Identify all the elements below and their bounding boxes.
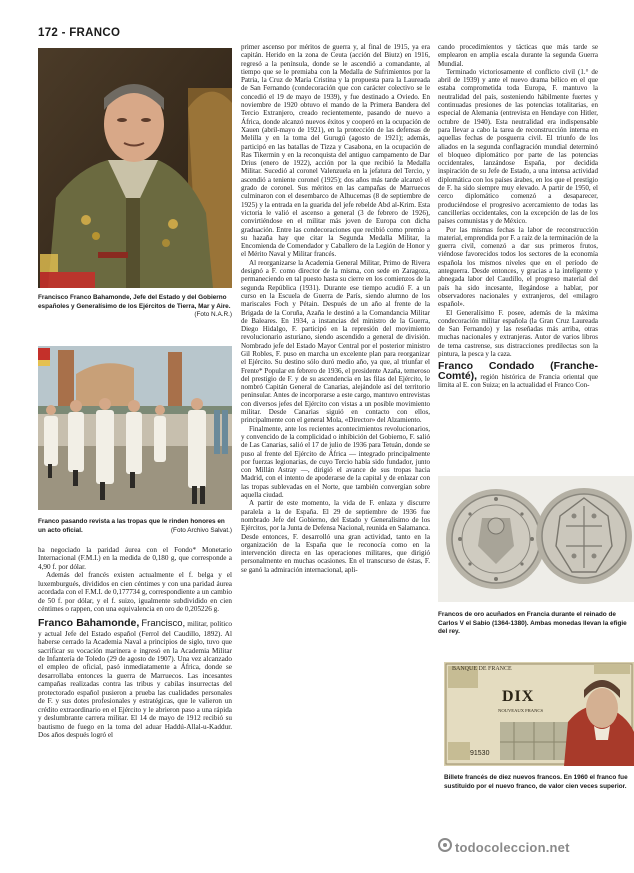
banknote-caption: [444, 774, 630, 791]
entry-franco-condado: [438, 362, 598, 389]
entry-franco-bahamonde: [38, 617, 232, 740]
gold-coins-photo: [438, 476, 634, 602]
col3-paragraph-3: Por las mismas fechas la labor de reconstrucción material, emprendida por F. a raíz de la terminación de la guerra civil, comenzó a dar sus primeros frutos, viéndose favorecidos todos los sectores de la economía española los mismos niveles que en el período de anteguerra. Desde entonces, y gracias a la inteligente y abnegada labor del Caudillo, el progreso material del país ha sido incesante, llegándose a hablar, por observadores nacionales y extranjeros, del «milagro español».: [438, 225, 598, 309]
col3-paragraph-5: región histórica de Francia oriental que limita al E. con Suiza; en la actualidad el Franco Con-: [438, 372, 598, 389]
banknote-serial: 91530: [470, 750, 490, 757]
franco-portrait-photo: [38, 48, 232, 288]
col2-paragraph-1: primer ascenso por méritos de guerra y, al final de 1915, ya era capitán. Herido en la zona de Ceuta (acción del Biutz) en 1916, regresó a la península, donde se le ascendió a comandante, al tiempo que se le premiaba con la Medalla de Sufrimientos por la Patria, la Cruz de María Cristina y la propuesta para la Laureada de San Fernando (condecoración que con carácter colectivo se le concedió el 19 de mayo de 1939), y fue destinado a Oviedo. En noviembre de 1920 obtuvo el mando de la Primera Bandera del Tercio Extranjero, creado recientemente, pasando de nuevo a África, donde alcanzó nuevos éxitos y cooperó en la ocupación de Xauen (abril-mayo de 1921), en la protección de las defensas de Melilla y en la toma del Gurugú (agosto de 1921); además, participó en las batallas de Tizza y Casabona, en la ocupación de Ras Tikermin y en la reconquista del antiguo campamento de Dar Drius (enero de 1922), acción por la que recibió la Medalla Militar. Sucedió al coronel Valenzuela en la jefatura del Tercio, y ascendió a teniente coronel (1925); dos años más tarde alcanzó el grado de coronel. Sus méritos en las campañas de Marruecos culminaron con el desembarco de Alhucemas (8 de septiembre de 1925) y la entrada en la guarida del jefe rebelde Abd al-Krim. Esta victoria le valió el ascenso a general (3 de febrero de 1926), convirtiéndose en el militar más joven de Europa con dicha graduación. Entre las condecoraciones que recibió como premio a su hazaña hay que citar la Segunda Medalla Militar, la Encomienda de Comendador y Caballero de la Legión de Honor y el Mérito Naval y Militar francés.: [241, 43, 430, 259]
entry-title-franco-bahamonde: Franco Bahamonde,: [38, 616, 140, 629]
banknote-denomination-sub: NOUVEAUX FRANCS: [498, 708, 544, 713]
col1-paragraph-2: Además del francés existen actualmente el f. belga y el luxemburgués, divididos en cien céntimes y con una paridad áurea acordada con el F.M.I. de 0,177734 g, correspondiente a un cambio de 50 f. por dólar, y el f. suizo, igualmente subdividido en cien céntimes o rappen, con una equivalencia en oro de 0,205226 g.: [38, 571, 232, 614]
review-caption-text: Franco pasando revista a las tropas que le rinden honores en un acto oficial.: [38, 518, 225, 534]
review-photo: [38, 346, 232, 510]
coins-caption: [438, 611, 630, 637]
portrait-caption: [38, 294, 232, 320]
entry-title-franco-condado: Franco Condado (Franche-Comté),: [438, 360, 598, 382]
column-2-text: [241, 43, 430, 574]
review-caption-credit: (Foto Archivo Salvat.): [170, 526, 232, 534]
watermark-logo-icon: [438, 838, 452, 852]
column-3-text: [438, 43, 598, 389]
col1-paragraph-3: militar, político y actual Jefe del Estado español (Ferrol del Caudillo, 1892). Al haberse cerrado la Academia Naval a principios de siglo, tuvo que sacrificar su vocación marinera e ingresó en la Academia Militar de Infantería de Toledo (29 de agosto de 1907). Una vez alcanzado el empleo de oficial, pasó inmediatamente a África, donde se desarrollaba entonces la guerra de Marruecos. Las incesantes campañas realizadas contra las tribus y cabilas insurrectas del protectorado español pusieron a prueba las cualidades personales de F. y sus dotes profesionales y estratégicas, que le valieron un crédito extraordinario en el Ejército y le abrieron paso a una rápida y deslumbrante carrera militar. El 14 de mayo de 1912 recibió su bautismo de fuego en la toma del aduar Haddú-Allal-u-Kaddur. Dos años después logró el: [38, 619, 233, 740]
banknote-denomination: DIX: [502, 688, 535, 705]
portrait-caption-credit: (Foto N.A.R.): [194, 311, 232, 319]
page-header: 172 - FRANCO: [38, 27, 121, 39]
banknote-bank-label: BANQUE DE FRANCE: [452, 666, 512, 672]
col3-paragraph-2: Terminado victoriosamente el conflicto civil (1.° de abril de 1939) y ante el nuevo drama bélico en el que estaba comprometida toda Europa, F. mantuvo la neutralidad del país, sosteniendo hábilmente fuertes y continuadas presiones de las potencias totalitarias, en especial de Alemania (entrevista en Hendaye con Hitler, octubre de 1940). Esta neutralidad era indispensable para llevar a cabo la tarea de reconstrucción interna en aquellas fechas de posguerra civil. El triunfo de los aliados en la segunda conflagración mundial determinó el bloqueo diplomático por parte de las potencias occidentales, lanzándose España, por decidida inspiración de su Jefe de Estado, a una intensa actividad diplomática con los países árabes, en los que el prestigio de F. ha sido siempre muy elevado. A partir de 1950, el cerco diplomático comenzó a desaparecer, produciéndose el progresivo acercamiento de todas las cancillerías occidentales, con la excepción de las de los países comunistas y de México.: [438, 67, 598, 226]
col3-paragraph-4: El Generalísimo F. posee, además de la máxima condecoración militar española (la Gran Cruz Laureada de San Fernando) y las reseñadas más arriba, otras muchas nacionales y extranjeras. Autor de varios libros de tema castrense, sus distracciones predilectas son la pintura, la pesca y la caza.: [438, 308, 598, 358]
watermark-text: todocoleccion.net: [455, 840, 570, 855]
review-caption: [38, 518, 232, 535]
coins-caption-text: Francos de oro acuñados en Francia durante el reinado de Carlos V el Sabio (1364-1380). Ambas monedas llevan la efigie del rey.: [438, 611, 627, 636]
banknote-caption-text: Billete francés de diez nuevos francos. En 1960 el franco fue sustituido por el nuevo franco, de valor cien veces superior.: [444, 774, 628, 790]
col3-paragraph-1: cando procedimientos y tácticas que más tarde se emplearon en amplia escala durante la segunda Guerra Mundial.: [438, 43, 598, 68]
col2-paragraph-3: Finalmente, ante los recientes acontecimientos revolucionarios, y convencido de la complicidad o inhibición del Gobierno, F. salió de Las Canarias, salió el 17 de julio de 1936 para Tetuán, donde se puso al frente del Ejército de África — integrado principalmente por fuerzas legionarias, de cuyo Tercio había sido fundador, junto con Millán Astray —, dirigió el avance de sus tropas hacia Madrid, con el intento de apoderarse de la capital y de enlazar con las tropas sublevadas en el Norte, que también convergían sobre aquella ciudad.: [241, 424, 430, 500]
col1-paragraph-1: ha negociado la paridad áurea con el Fondo* Monetario Internacional (F.M.I.) en la medida de 0,180 g, que corresponde a 4,90 f. por dólar.: [38, 546, 232, 571]
col2-paragraph-2: Al reorganizarse la Academia General Militar, Primo de Rivera designó a F. como director de la misma, con sede en Zaragoza, permaneciendo en tal puesto hasta su cierre en los comienzos de la segunda República (1931). Durante ese tiempo acudió F. a un curso en la Escuela de Guerra de París, siendo alumno de los mariscales Foch y Pétain. Después de un año al frente de la Brigada de la Coruña, Azaña le destinó a la Comandancia Militar de Baleares. En 1934, a instancias del ministro de la Guerra, Diego Hidalgo, F. participó en la represión del movimiento revolucionario asturiano, siendo ascendido a general de división. Nombrado jefe del Estado Mayor Central por el posterior ministro Gil Robles, F. puso en marcha un excelente plan para reorganizar el Ejército. Su destino sólo duró medio año, ya que, al triunfar el Frente* Popular en febrero de 1936, el presidente Azaña, temeroso del prestigio de F. y de su ascendencia en las filas del Ejército, le nombró Capitán General de Canarias, alejándole así del territorio peninsular. Antes de incorporarse a este cargo, mantuvo entrevistas con diversos jefes del Ejército con vistas a un posible movimiento militar. Desde Canarias siguió en contacto con ellos, principalmente con el general Mola, «Director» del Alzamiento.: [241, 258, 430, 425]
banknote-photo: [444, 662, 634, 766]
entry-given-name: Francisco,: [141, 617, 186, 629]
column-1-text: [38, 546, 232, 740]
portrait-caption-text: Francisco Franco Bahamonde, Jefe del Estado y del Gobierno españoles y Generalísimo de los Ejércitos de Tierra, Mar y Aire.: [38, 294, 231, 310]
col2-paragraph-4: A partir de este momento, la vida de F. enlaza y discurre paralela a la de España. El 29 de septiembre de 1936 fue nombrado Jefe del Gobierno, del Estado y Generalísimo de los Ejércitos, por la Junta de Defensa Nacional, reunida en Salamanca. Desde entonces, F. desarrolló una gran actividad, tanto en la organización de la España que le reconocía como en la intervención directa en las operaciones militares, que dirigió personalmente en muchas ocasiones. En el transcurso de éstas, F. se ganó la admiración internacional, apli-: [241, 499, 431, 574]
